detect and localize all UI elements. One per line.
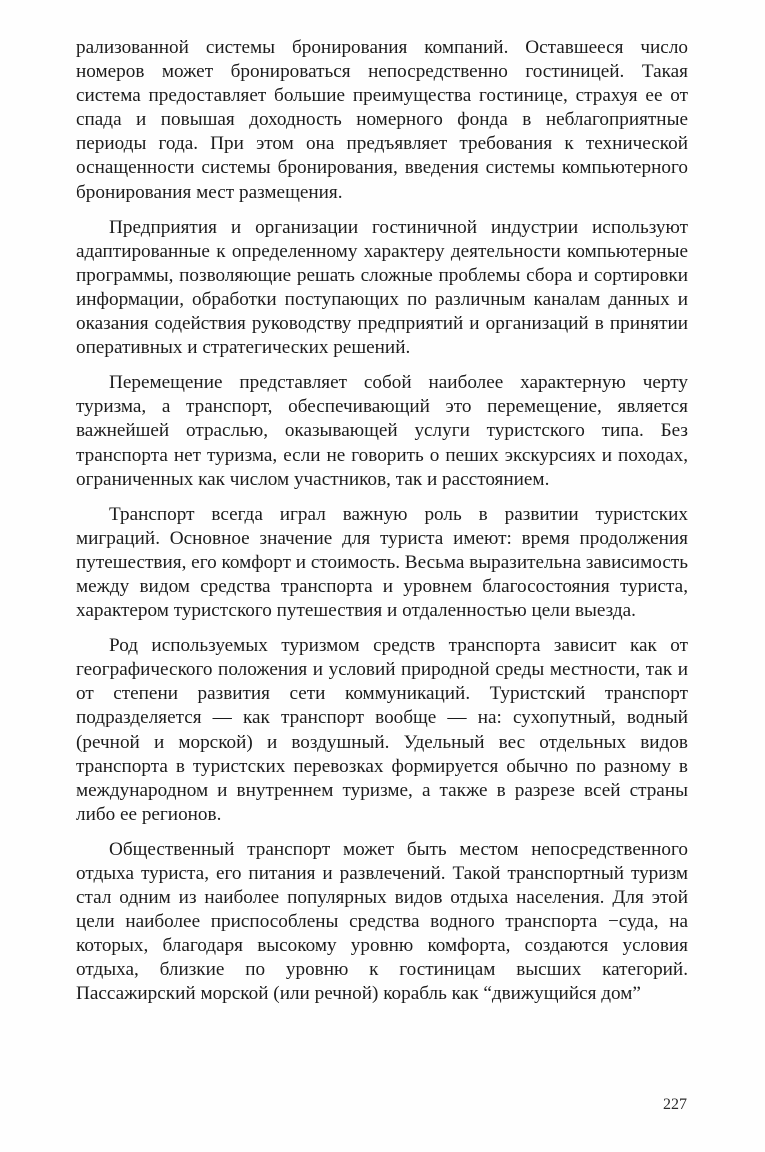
body-text [76, 36, 688, 1018]
paragraph-public-transport: Общественный транспорт может быть местом непосредственного отдыха туриста, его питания и развлечений. Такой транспортный туризм стал одним из наиболее популярных видов отдыха населения. Для этой цели наиболее приспособлены средства водного транспорта −суда, на которых, благодаря высокому уровню комфорта, создаются условия отдыха, близкие по уровню к гостиницам высших категорий. Пассажирский морской (или речной) корабль как “движущийся дом” [76, 838, 688, 1005]
paragraph-movement-transport: Перемещение представляет собой наиболее характерную черту туризма, а транспорт, обеспечивающий это перемещение, является важнейшей отраслью, оказывающей услуги туристского типа. Без транспорта нет туризма, если не говорить о пеших экскурсиях и походах, ограниченных как числом участников, так и расстоянием. [76, 372, 688, 490]
paragraph-transport-types: Род используемых туризмом средств транспорта зависит как от географического положения и условий природной среды местности, так и от степени развития сети коммуникаций. Туристский транспорт подразделяется — как транспорт вообще — на: сухопутный, водный (речной и морской) и воздушный. Удельный вес отдельных видов транспорта в туристских перевозках формируется обычно по разному в международном и внутреннем туризме, а также в разрезе всей страны либо ее регионов. [76, 635, 688, 825]
page-number: 227 [663, 1096, 687, 1113]
paragraph-hotel-software: Предприятия и организации гостиничной индустрии используют адаптированные к определенному характеру деятельности компьютерные программы, позволяющие решать сложные проблемы сбора и сортировки информации, обработки поступающих по различным каналам данных и оказания содействия руководству предприятий и организаций в принятии оперативных и стратегических решений. [76, 216, 688, 359]
paragraph-transport-role: Транспорт всегда играл важную роль в развитии туристских миграций. Основное значение для туриста имеют: время продолжения путешествия, его комфорт и стоимость. Весьма выразительна зависимость между видом средства транспорта и уровнем благосостояния туриста, характером туристского путешествия и отдаленностью цели выезда. [76, 503, 688, 622]
paragraph-continuation: рализованной системы бронирования компаний. Оставшееся число номеров может бронироваться непосредственно гостиницей. Такая система предоставляет большие преимущества гостинице, страхуя ее от спада и повышая доходность номерного фонда в неблагоприятные периоды года. При этом она предъявляет требования к технической оснащенности системы бронирования, введения системы компьютерного бронирования мест размещения. [76, 37, 688, 203]
